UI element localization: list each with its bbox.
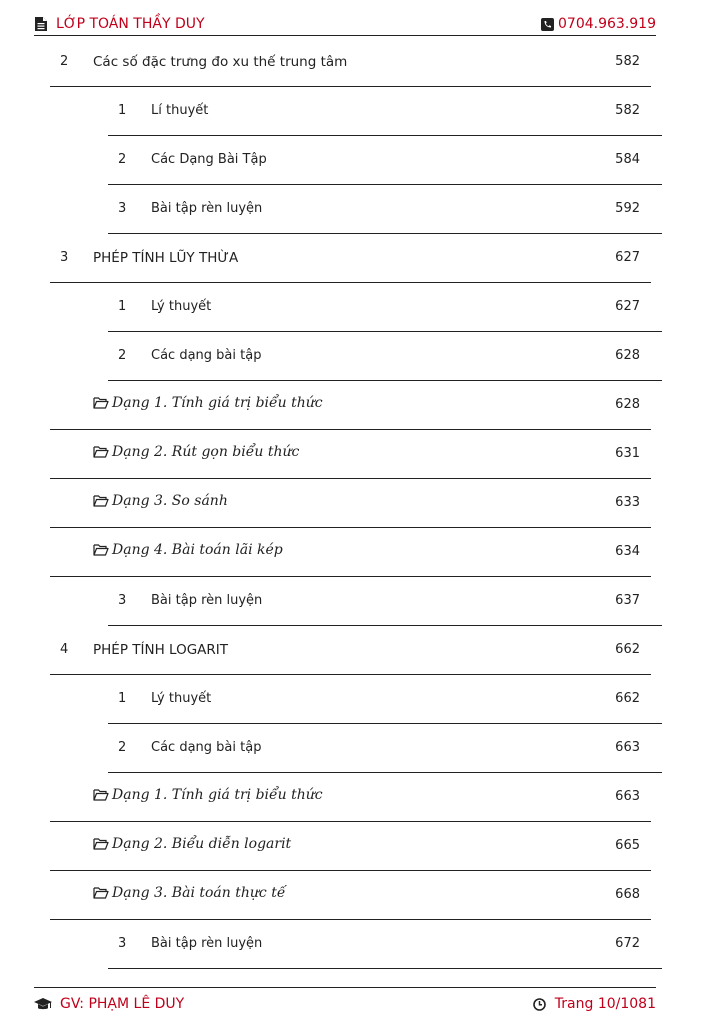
folder-open-icon [93, 837, 109, 851]
toc-entry-page: 582 [615, 103, 640, 118]
toc-entry-title: Bài tập rèn luyện [151, 201, 263, 216]
toc-entry-page: 628 [615, 348, 640, 363]
toc-entry-title-text: Dạng 2. Rút gọn biểu thức [112, 444, 300, 460]
toc-entry-number: 4 [60, 642, 69, 657]
toc-entry-number: 2 [118, 348, 127, 363]
toc-entry-number: 1 [118, 691, 127, 706]
clock-icon [533, 997, 547, 1011]
toc-entry[interactable] [0, 136, 725, 185]
toc-entry-title: PHÉP TÍNH LŨY THỪA [93, 250, 239, 266]
toc-entry-page: 662 [615, 642, 640, 657]
toc-entry-number: 2 [60, 54, 69, 69]
toc-entry-title [93, 885, 285, 901]
toc-entry-number: 3 [118, 593, 127, 608]
toc-entry-title: Bài tập rèn luyện [151, 936, 263, 951]
toc-entry[interactable] [0, 283, 725, 332]
toc-entry-title: Bài tập rèn luyện [151, 593, 263, 608]
toc-entry[interactable] [0, 234, 725, 283]
toc-entry[interactable] [0, 38, 725, 87]
toc-entry-number: 2 [118, 152, 127, 167]
toc-entry-title [93, 493, 228, 509]
toc-entry[interactable] [0, 822, 725, 871]
toc-entry-title [93, 395, 323, 411]
toc-entry-title-text: Dạng 1. Tính giá trị biểu thức [112, 395, 323, 411]
toc-entry-page: 665 [615, 838, 640, 853]
toc-entry[interactable] [0, 479, 725, 528]
toc-entry-title-text: Dạng 3. Bài toán thực tế [112, 885, 286, 901]
folder-open-icon [93, 886, 109, 900]
footer-teacher: GV: PHẠM LÊ DUY [60, 996, 185, 1012]
toc-entry[interactable] [0, 185, 725, 234]
toc-entry[interactable] [0, 773, 725, 822]
toc-entry-number: 2 [118, 740, 127, 755]
toc-entry[interactable] [0, 87, 725, 136]
toc-entry[interactable] [0, 920, 725, 969]
toc-entry-title: Các dạng bài tập [151, 348, 262, 363]
header-left [34, 16, 205, 32]
page-header [34, 14, 656, 36]
toc-entry-page: 634 [615, 544, 640, 559]
toc-entry-title-text: Dạng 2. Biểu diễn logarit [112, 836, 292, 852]
toc-entry[interactable] [0, 724, 725, 773]
toc-entry-title [93, 444, 299, 460]
page-footer [34, 987, 656, 1018]
graduation-cap-icon [34, 997, 52, 1011]
header-title: LỚP TOÁN THẦY DUY [56, 16, 205, 32]
folder-open-icon [93, 788, 109, 802]
footer-right [533, 996, 656, 1012]
toc-entry-number: 1 [118, 103, 127, 118]
toc-entry-title: PHÉP TÍNH LOGARIT [93, 642, 228, 658]
toc-entry-number: 3 [118, 201, 127, 216]
phone-icon [540, 17, 554, 31]
header-phone: 0704.963.919 [558, 16, 656, 32]
footer-page-number: Trang 10/1081 [554, 996, 656, 1012]
folder-open-icon [93, 396, 109, 410]
header-right [540, 16, 656, 32]
toc-entry-title: Các dạng bài tập [151, 740, 262, 755]
toc-entry-page: 631 [615, 446, 640, 461]
toc-entry-title-text: Dạng 4. Bài toán lãi kép [112, 542, 283, 558]
toc-entry-page: 633 [615, 495, 640, 510]
folder-open-icon [93, 494, 109, 508]
toc-entry[interactable] [0, 626, 725, 675]
toc-entry-page: 637 [615, 593, 640, 608]
toc-entry[interactable] [0, 381, 725, 430]
toc-entry-page: 627 [615, 250, 640, 265]
toc-entry[interactable] [0, 871, 725, 920]
folder-open-icon [93, 445, 109, 459]
toc-entry-page: 627 [615, 299, 640, 314]
toc-entry[interactable] [0, 430, 725, 479]
toc-entry-title: Các số đặc trưng đo xu thế trung tâm [93, 54, 348, 70]
toc-entry-page: 662 [615, 691, 640, 706]
toc-entry-page: 592 [615, 201, 640, 216]
toc-entry-page: 663 [615, 789, 640, 804]
toc-entry-title: Lý thuyết [151, 691, 212, 706]
toc-entry-page: 582 [615, 54, 640, 69]
footer-left [34, 996, 184, 1012]
toc-entry-title [93, 787, 323, 803]
toc-entry[interactable] [0, 332, 725, 381]
toc-entry[interactable] [0, 577, 725, 626]
toc-entry-page: 672 [615, 936, 640, 951]
toc-entry-page: 584 [615, 152, 640, 167]
toc-entry-title: Lý thuyết [151, 299, 212, 314]
toc-entry-number: 1 [118, 299, 127, 314]
toc-entry-title: Các Dạng Bài Tập [151, 152, 267, 167]
toc-entry-title [93, 542, 283, 558]
toc-entry-title-text: Dạng 3. So sánh [112, 493, 228, 509]
folder-open-icon [93, 543, 109, 557]
toc-entry[interactable] [0, 528, 725, 577]
toc-entry-title: Lí thuyết [151, 103, 209, 118]
toc-entry-page: 628 [615, 397, 640, 412]
document-icon [34, 17, 48, 31]
toc-entry-title-text: Dạng 1. Tính giá trị biểu thức [112, 787, 323, 803]
toc-entry-number: 3 [60, 250, 69, 265]
toc-entry-page: 663 [615, 740, 640, 755]
toc-entry-page: 668 [615, 887, 640, 902]
toc-entry[interactable] [0, 675, 725, 724]
toc-divider [108, 968, 662, 969]
toc-entry-number: 3 [118, 936, 127, 951]
toc-entry-title [93, 836, 291, 852]
